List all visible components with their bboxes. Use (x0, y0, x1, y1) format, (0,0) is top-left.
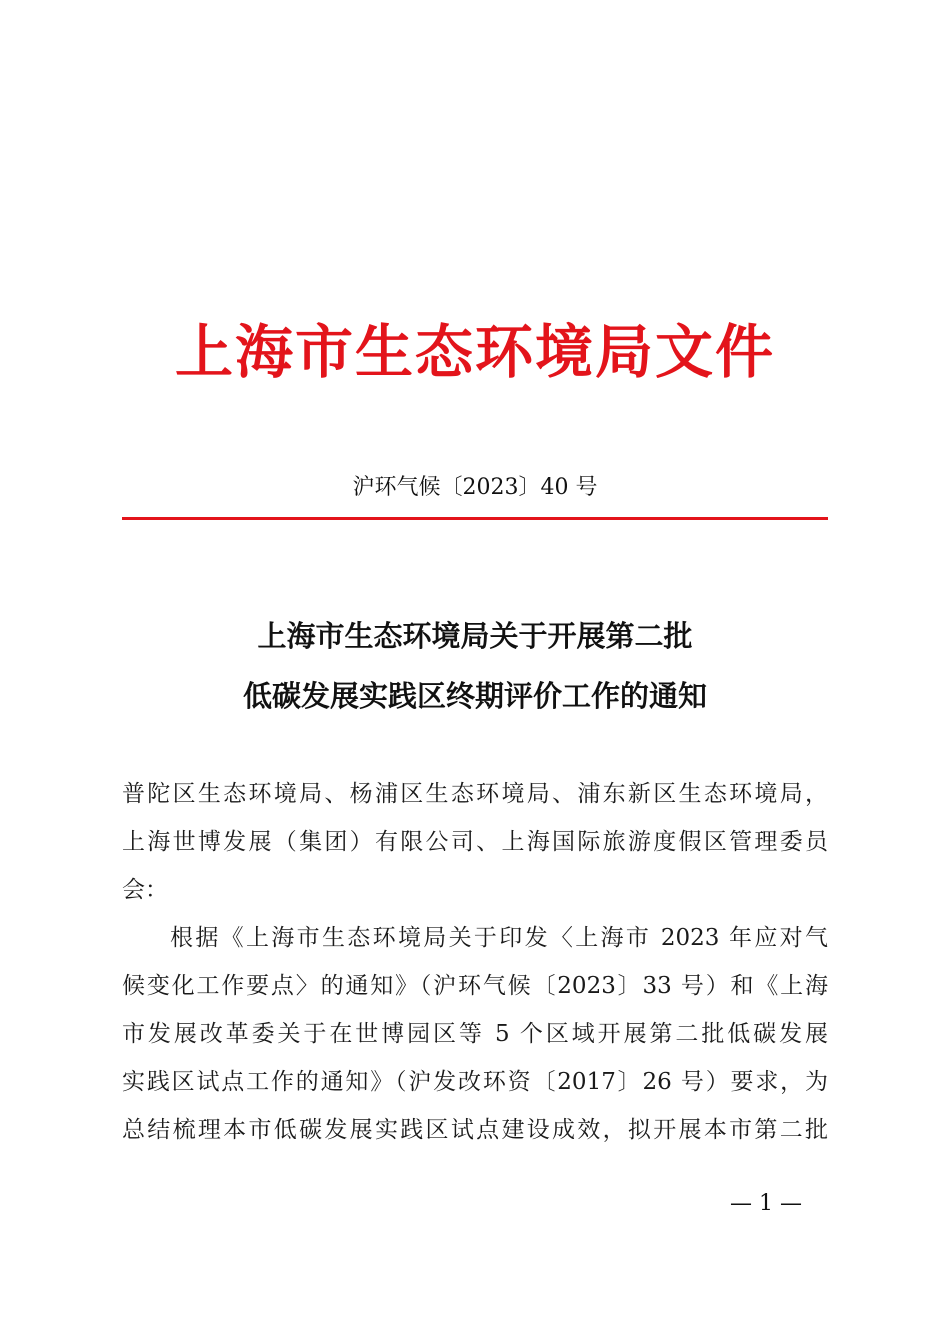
body-line-6: 市发展改革委关于在世博园区等 5 个区域开展第二批低碳发展 (122, 1021, 828, 1047)
red-divider-line (122, 517, 828, 520)
notice-title (0, 606, 950, 726)
notice-title-line-1: 上海市生态环境局关于开展第二批 (257, 619, 693, 653)
body-line-8: 总结梳理本市低碳发展实践区试点建设成效，拟开展本市第二批 (122, 1117, 828, 1143)
body-line-7: 实践区试点工作的通知》（沪发改环资〔2017〕26 号）要求，为 (122, 1069, 828, 1095)
body-line-3: 会： (122, 877, 168, 903)
document-number: 沪环气候〔2023〕40 号 (352, 475, 598, 500)
page-number: — 1 — (730, 1191, 802, 1216)
body-line-2: 上海世博发展（集团）有限公司、上海国际旅游度假区管理委员 (122, 829, 828, 855)
notice-title-line-2: 低碳发展实践区终期评价工作的通知 (242, 679, 707, 713)
body-line-5: 候变化工作要点〉的通知》（沪环气候〔2023〕33 号）和《上海 (122, 973, 828, 999)
issuer-title: 上海市生态环境局文件 (174, 318, 775, 386)
body-line-1: 普陀区生态环境局、杨浦区生态环境局、浦东新区生态环境局， (122, 781, 828, 807)
body-text (122, 770, 828, 1154)
body-line-4: 根据《上海市生态环境局关于印发〈上海市 2023 年应对气 (170, 925, 828, 951)
